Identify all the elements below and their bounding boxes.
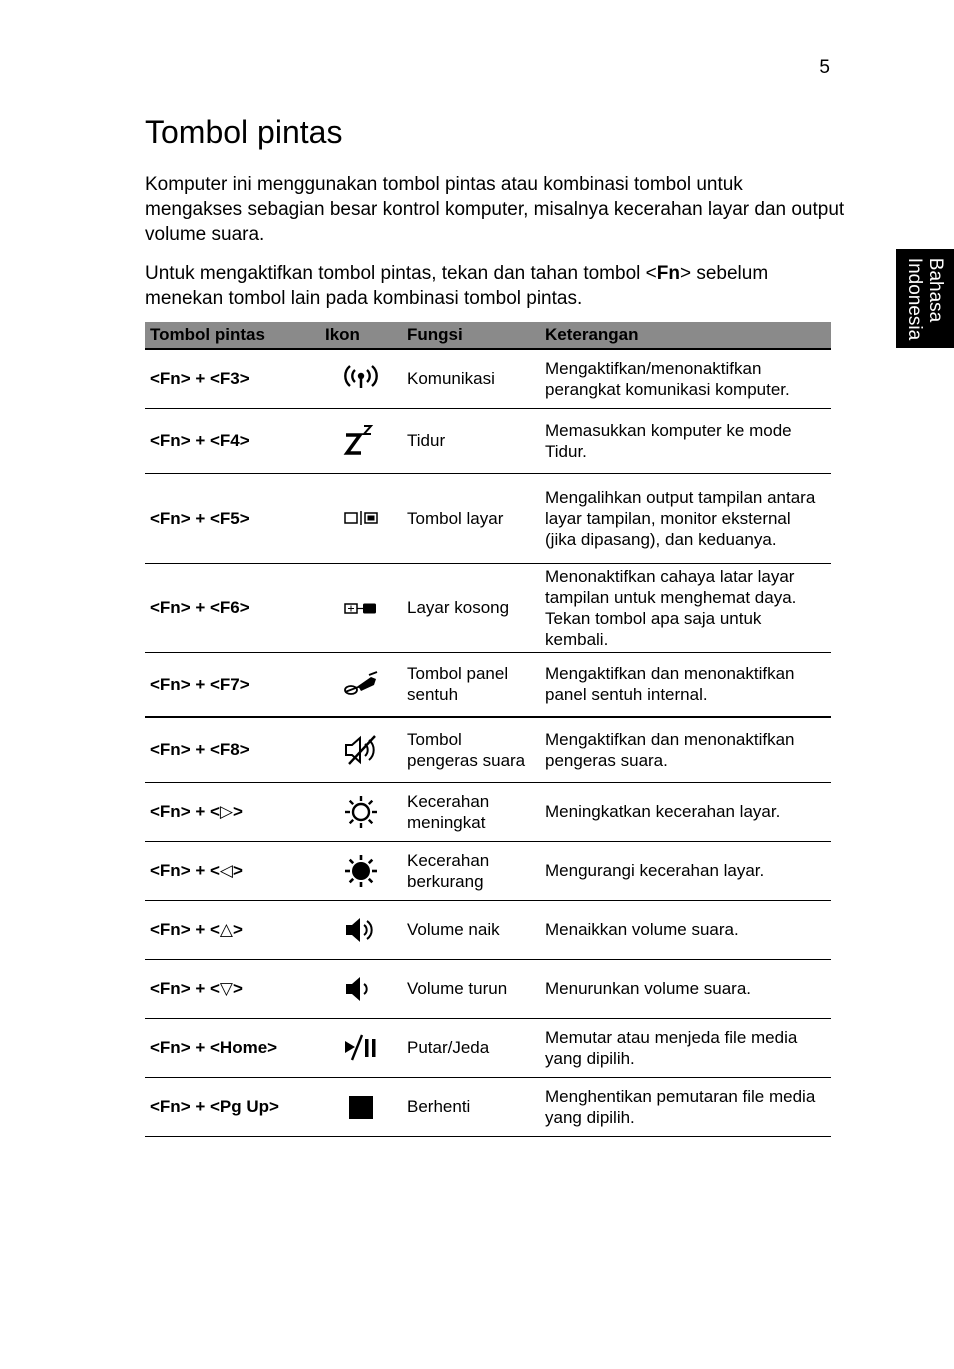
sleep-icon	[341, 423, 381, 459]
table-row	[145, 1018, 831, 1077]
wireless-icon	[341, 361, 381, 397]
function-cell: Tombol panel sentuh	[402, 652, 540, 717]
table-row	[145, 349, 831, 408]
description-cell: Menaikkan volume suara.	[540, 900, 831, 959]
language-tab-line-2: Indonesia	[904, 257, 925, 340]
hotkey-table	[145, 322, 831, 1137]
description-cell: Mengaktifkan dan menonaktifkan panel sentuh internal.	[540, 652, 831, 717]
description-cell: Memutar atau menjeda file media yang dipilih.	[540, 1018, 831, 1077]
hotkey-cell: <Fn> + <F4>	[145, 408, 320, 473]
hotkey-cell: <Fn> + <Home>	[145, 1018, 320, 1077]
function-cell: Kecerahan meningkat	[402, 782, 540, 841]
language-tab	[896, 249, 954, 348]
header-hotkey: Tombol pintas	[145, 322, 320, 349]
function-cell: Volume turun	[402, 959, 540, 1018]
instruction-before: Untuk mengaktifkan tombol pintas, tekan dan tahan tombol <	[145, 263, 657, 284]
brightness-up-icon	[341, 794, 381, 830]
volume-up-icon	[341, 912, 381, 948]
description-cell: Menghentikan pemutaran file media yang dipilih.	[540, 1077, 831, 1136]
hotkey-cell: <Fn> + <F8>	[145, 717, 320, 782]
table-header-row	[145, 322, 831, 349]
instruction-paragraph	[145, 261, 845, 311]
hotkey-cell: <Fn> + <▷>	[145, 782, 320, 841]
instruction-key: Fn	[656, 263, 680, 284]
screen-blank-icon	[341, 590, 381, 626]
stop-icon	[341, 1089, 381, 1125]
table-row	[145, 717, 831, 782]
description-cell: Menonaktifkan cahaya latar layar tampilan untuk menghemat daya. Tekan tombol apa saja untuk kembali.	[540, 563, 831, 652]
header-function: Fungsi	[402, 322, 540, 349]
function-cell: Kecerahan berkurang	[402, 841, 540, 900]
table-row	[145, 1077, 831, 1136]
description-cell: Meningkatkan kecerahan layar.	[540, 782, 831, 841]
table-row	[145, 408, 831, 473]
hotkey-cell: <Fn> + <Pg Up>	[145, 1077, 320, 1136]
table-row	[145, 563, 831, 652]
description-cell: Mengurangi kecerahan layar.	[540, 841, 831, 900]
description-cell: Mengaktifkan dan menonaktifkan pengeras suara.	[540, 717, 831, 782]
intro-paragraph: Komputer ini menggunakan tombol pintas atau kombinasi tombol untuk mengakses sebagian besar kontrol komputer, misalnya kecerahan layar dan output volume suara.	[145, 174, 845, 245]
function-cell: Volume naik	[402, 900, 540, 959]
hotkey-cell: <Fn> + <◁>	[145, 841, 320, 900]
description-cell: Memasukkan komputer ke mode Tidur.	[540, 408, 831, 473]
language-tab-line-1: Bahasa	[925, 257, 946, 322]
instruction-after: > sebelum menekan tombol lain pada kombinasi tombol pintas.	[145, 263, 769, 309]
hotkey-cell: <Fn> + <F5>	[145, 473, 320, 563]
function-cell: Berhenti	[402, 1077, 540, 1136]
hotkey-cell: <Fn> + <F7>	[145, 652, 320, 717]
description-cell: Mengalihkan output tampilan antara layar tampilan, monitor eksternal (jika dipasang), dan keduanya.	[540, 473, 831, 563]
table-row	[145, 473, 831, 563]
hotkey-cell: <Fn> + <▽>	[145, 959, 320, 1018]
function-cell: Tombol layar	[402, 473, 540, 563]
hotkey-cell: <Fn> + <△>	[145, 900, 320, 959]
table-row	[145, 782, 831, 841]
table-row	[145, 841, 831, 900]
function-cell: Komunikasi	[402, 349, 540, 408]
function-cell: Putar/Jeda	[402, 1018, 540, 1077]
hotkey-cell: <Fn> + <F3>	[145, 349, 320, 408]
function-cell: Tidur	[402, 408, 540, 473]
volume-down-icon	[341, 971, 381, 1007]
touchpad-toggle-icon	[341, 666, 381, 702]
brightness-down-icon	[341, 853, 381, 889]
function-cell: Tombol pengeras suara	[402, 717, 540, 782]
page-number: 5	[819, 57, 830, 78]
description-cell: Menurunkan volume suara.	[540, 959, 831, 1018]
hotkey-cell: <Fn> + <F6>	[145, 563, 320, 652]
table-row	[145, 900, 831, 959]
header-description: Keterangan	[540, 322, 831, 349]
table-row	[145, 652, 831, 717]
description-cell: Mengaktifkan/menonaktifkan perangkat komunikasi komputer.	[540, 349, 831, 408]
table-row	[145, 959, 831, 1018]
play-pause-icon	[341, 1030, 381, 1066]
display-toggle-icon	[341, 500, 381, 536]
speaker-mute-icon	[341, 732, 381, 768]
header-icon: Ikon	[320, 322, 402, 349]
function-cell: Layar kosong	[402, 563, 540, 652]
page-title: Tombol pintas	[145, 114, 343, 150]
